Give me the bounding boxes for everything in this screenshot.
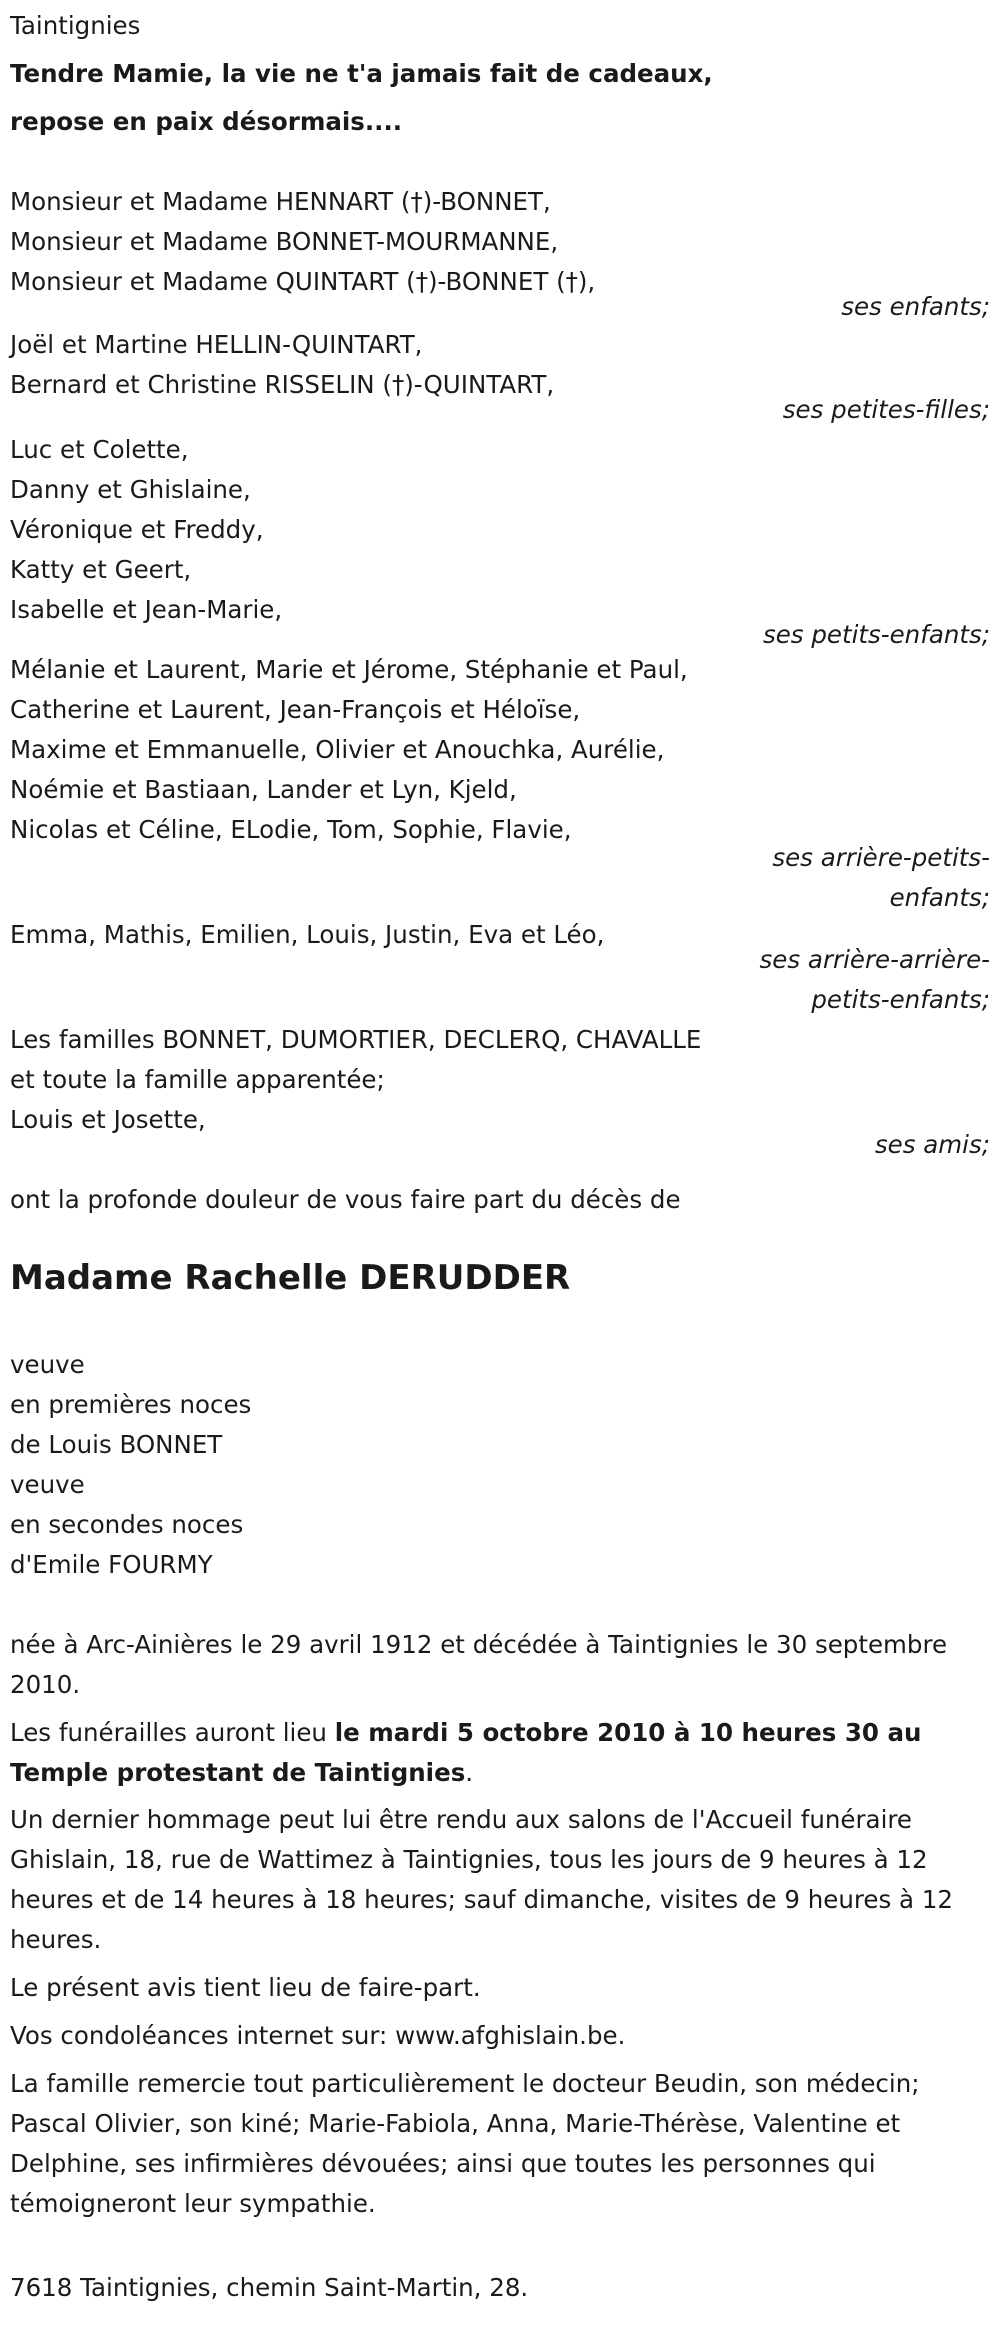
great-grandchildren-line: Maxime et Emmanuelle, Olivier et Anouchka, Aurélie, (10, 735, 665, 764)
families-line: Louis et Josette, (10, 1105, 206, 1134)
role-great-grandchildren: ses arrière-petits-enfants; (772, 843, 990, 912)
address-line: 7618 Taintignies, chemin Saint-Martin, 28. (10, 2273, 529, 2302)
great-grandchildren-line: Catherine et Laurent, Jean-François et Héloïse, (10, 695, 581, 724)
grandchildren-line: Luc et Colette, (10, 435, 189, 464)
tribute-paragraph: Un dernier hommage peut lui être rendu aux salons de l'Accueil funéraire Ghislain, 18, rue de Wattimez à Taintignies, tous les jours de 9 heures à 12 heures et de 14 heures à 18 heures; sauf dimanche, visites de 9 heures à 12 heures. (10, 1805, 954, 1954)
role-children: ses enfants; (841, 292, 990, 321)
granddaughters-line: Joël et Martine HELLIN-QUINTART, (10, 330, 423, 359)
role-great-great-grandchildren: ses arrière-arrière-petits-enfants; (759, 945, 990, 1014)
grandchildren-line: Katty et Geert, (10, 555, 192, 584)
announcement-text: ont la profonde douleur de vous faire part du décès de (10, 1185, 681, 1214)
families-line: et toute la famille apparentée; (10, 1065, 385, 1094)
granddaughters-line: Bernard et Christine RISSELIN (†)-QUINTART, (10, 370, 555, 399)
funeral-suffix: . (465, 1758, 474, 1787)
great-grandchildren-line: Nicolas et Céline, ELodie, Tom, Sophie, Flavie, (10, 815, 572, 844)
role-granddaughters: ses petites-filles; (782, 395, 990, 424)
great-great-grandchildren-line: Emma, Mathis, Emilien, Louis, Justin, Eva et Léo, (10, 920, 605, 949)
families-line: Les familles BONNET, DUMORTIER, DECLERQ, CHAVALLE (10, 1025, 702, 1054)
funeral-paragraph (10, 1713, 985, 1793)
condolences-paragraph: Vos condoléances internet sur: www.afghislain.be. (10, 2021, 626, 2050)
thanks-paragraph: La famille remercie tout particulièrement le docteur Beudin, son médecin; Pascal Olivier, son kiné; Marie-Fabiola, Anna, Marie-Thérèse, Valentine et Delphine, ses infirmières dévouées; ainsi que toutes les personnes qui témoigneront leur sympathie. (10, 2069, 920, 2218)
funeral-details: le mardi 5 octobre 2010 à 10 heures 30 au Temple protestant de Taintignies (10, 1718, 922, 1787)
quote-line-2: repose en paix désormais.... (10, 107, 403, 136)
birth-death-paragraph: née à Arc-Ainières le 29 avril 1912 et décédée à Taintignies le 30 septembre 2010. (10, 1630, 948, 1699)
deceased-name: Madame Rachelle DERUDDER (10, 1258, 571, 1298)
children-line: Monsieur et Madame QUINTART (†)-BONNET (†), (10, 267, 596, 296)
children-line: Monsieur et Madame BONNET-MOURMANNE, (10, 227, 559, 256)
notice-paragraph: Le présent avis tient lieu de faire-part. (10, 1973, 481, 2002)
grandchildren-line: Danny et Ghislaine, (10, 475, 251, 504)
deceased-detail: de Louis BONNET (10, 1430, 223, 1459)
grandchildren-line: Isabelle et Jean-Marie, (10, 595, 283, 624)
place-header: Taintignies (10, 11, 141, 40)
quote-line-1: Tendre Mamie, la vie ne t'a jamais fait de cadeaux, (10, 59, 713, 88)
deceased-detail: veuve (10, 1470, 85, 1499)
funeral-prefix: Les funérailles auront lieu (10, 1718, 335, 1747)
great-grandchildren-line: Noémie et Bastiaan, Lander et Lyn, Kjeld, (10, 775, 517, 804)
children-line: Monsieur et Madame HENNART (†)-BONNET, (10, 187, 551, 216)
great-grandchildren-line: Mélanie et Laurent, Marie et Jérome, Stéphanie et Paul, (10, 655, 688, 684)
deceased-detail: d'Emile FOURMY (10, 1550, 213, 1579)
deceased-detail: veuve (10, 1350, 85, 1379)
role-friends: ses amis; (874, 1130, 990, 1159)
grandchildren-line: Véronique et Freddy, (10, 515, 264, 544)
deceased-detail: en premières noces (10, 1390, 252, 1419)
role-grandchildren: ses petits-enfants; (762, 620, 990, 649)
deceased-detail: en secondes noces (10, 1510, 244, 1539)
